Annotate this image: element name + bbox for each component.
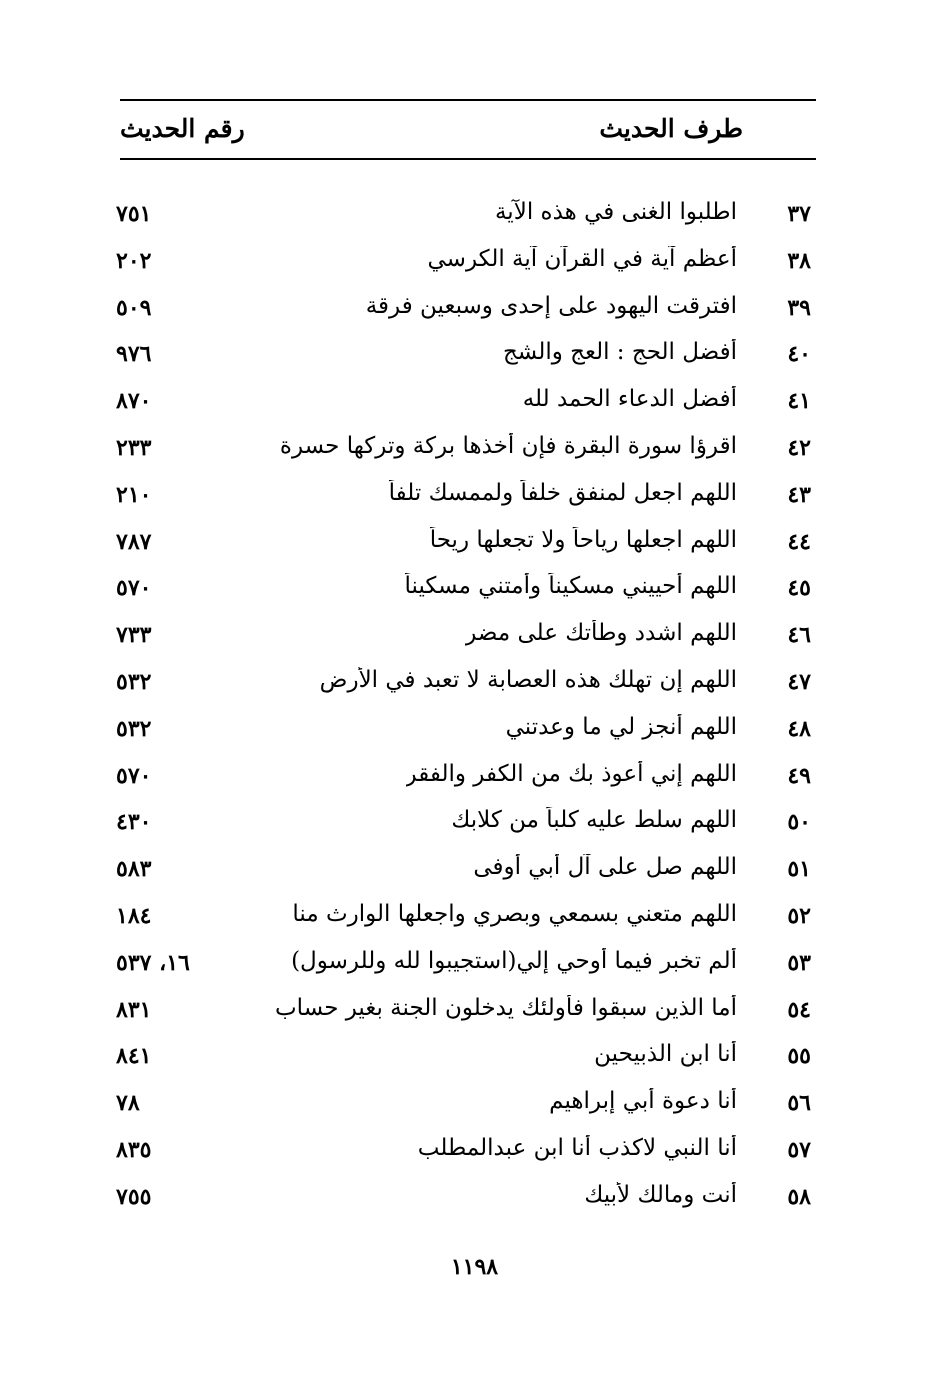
list-item	[0, 712, 949, 759]
entry-hadith-text: اللهم أحييني مسكيناً وأمتني مسكيناً	[404, 573, 737, 600]
list-item	[0, 525, 949, 572]
entry-hadith-text: اللهم اشدد وطأتك على مضر	[465, 620, 737, 647]
header-bottom-rule	[120, 158, 816, 160]
entry-hadith-text: اللهم اجعلها رياحاً ولا تجعلها ريحاً	[429, 526, 737, 553]
list-item	[0, 571, 949, 618]
entry-hadith-text: اللهم سلط عليه كلباً من كلابك	[451, 807, 737, 834]
entry-index: ٤٢	[787, 434, 811, 461]
list-item	[0, 1039, 949, 1086]
entry-index: ٤١	[787, 388, 811, 415]
entry-index: ٥٧	[787, 1136, 811, 1163]
entry-hadith-number: ٧٥٥	[116, 1183, 152, 1210]
list-item	[0, 337, 949, 384]
list-item	[0, 478, 949, 525]
list-item	[0, 946, 949, 993]
entry-index: ٣٧	[787, 201, 811, 227]
entry-hadith-text: اللهم متعني بسمعي وبصري واجعلها الوارث منا	[292, 900, 737, 927]
list-item	[0, 384, 949, 431]
index-list	[0, 197, 949, 1227]
entry-hadith-text: أنا النبي لاكذب أنا ابن عبدالمطلب	[417, 1134, 737, 1161]
entry-hadith-text: افترقت اليهود على إحدى وسبعين فرقة	[365, 292, 737, 319]
entry-index: ٤٥	[787, 575, 811, 602]
entry-index: ٤٠	[787, 341, 811, 368]
entry-index: ٣٩	[787, 294, 811, 321]
list-item	[0, 899, 949, 946]
entry-hadith-number: ٩٧٦	[116, 341, 152, 368]
entry-index: ٤٤	[787, 528, 811, 555]
entry-hadith-text: اقرؤا سورة البقرة فإن أخذها بركة وتركها حسرة	[279, 432, 737, 459]
list-item	[0, 291, 949, 338]
entry-hadith-text: اللهم اجعل لمنفق خلفاً ولممسك تلفاً	[388, 479, 737, 506]
entry-hadith-text: اللهم إني أعوذ بك من الكفر والفقر	[405, 760, 737, 787]
entry-hadith-number: ٧٨٧	[116, 528, 152, 555]
entry-hadith-text: أنا دعوة أبي إبراهيم	[549, 1088, 737, 1115]
list-item	[0, 1133, 949, 1180]
entry-hadith-text: ألم تخبر فيما أوحي إلي(استجيبوا لله وللرسول)	[291, 947, 737, 974]
list-item	[0, 431, 949, 478]
list-item	[0, 759, 949, 806]
entry-hadith-text: اطلبوا الغنى في هذه الآية	[494, 199, 737, 225]
entry-hadith-number: ٢٠٢	[116, 247, 152, 274]
entry-hadith-number: ٤٣٠	[116, 809, 152, 836]
entry-hadith-number: ٨٤١	[116, 1043, 152, 1070]
entry-hadith-number: ٧٥١	[116, 201, 152, 227]
entry-hadith-number: ٥٨٣	[116, 856, 152, 883]
entry-hadith-text: اللهم صل على آل أبي أوفى	[473, 854, 737, 881]
entry-index: ٤٧	[787, 668, 811, 695]
entry-index: ٥٣	[787, 949, 811, 976]
entry-index: ٤٦	[787, 622, 811, 649]
entry-index: ٥٠	[787, 809, 811, 836]
entry-hadith-number: ٨٣١	[116, 996, 152, 1023]
entry-hadith-text: أفضل الحج : العج والشج	[502, 339, 737, 366]
entry-hadith-number: ٥٧٠	[116, 575, 152, 602]
list-item	[0, 244, 949, 291]
page-number: ١١٩٨	[450, 1254, 499, 1280]
entry-hadith-number: ٨٧٠	[116, 388, 152, 415]
entry-hadith-number: ٥٣٢	[116, 715, 152, 742]
entry-index: ٤٣	[787, 481, 811, 508]
entry-index: ٥١	[787, 856, 811, 883]
entry-hadith-text: أنت ومالك لأبيك	[584, 1181, 737, 1208]
list-item	[0, 618, 949, 665]
entry-index: ٥٦	[787, 1090, 811, 1117]
list-item	[0, 665, 949, 712]
list-item	[0, 852, 949, 899]
entry-index: ٥٥	[787, 1043, 811, 1070]
entry-hadith-number: ٢١٠	[116, 481, 152, 508]
entry-hadith-text: أعظم آية في القرآن آية الكرسي	[427, 245, 737, 272]
entry-hadith-text: أما الذين سبقوا فأولئك يدخلون الجنة بغير حساب	[275, 994, 737, 1021]
entry-index: ٥٤	[787, 996, 811, 1023]
entry-hadith-number: ٥٧٠	[116, 762, 152, 789]
entry-hadith-number: ١٦، ٥٣٧	[116, 949, 190, 976]
entry-hadith-number: ٨٣٥	[116, 1136, 152, 1163]
column-header-hadith-number: رقم الحديث	[120, 114, 245, 143]
entry-index: ٥٨	[787, 1183, 811, 1210]
list-item	[0, 197, 949, 244]
entry-hadith-number: ٥٠٩	[116, 294, 152, 321]
entry-hadith-text: اللهم أنجز لي ما وعدتني	[505, 713, 737, 740]
entry-hadith-text: اللهم إن تهلك هذه العصابة لا تعبد في الأرض	[319, 666, 737, 693]
entry-index: ٤٨	[787, 715, 811, 742]
entry-index: ٣٨	[787, 247, 811, 274]
entry-hadith-number: ٧٨	[116, 1090, 140, 1117]
list-item	[0, 1180, 949, 1227]
entry-hadith-number: ٧٣٣	[116, 622, 152, 649]
header-top-rule	[120, 99, 816, 101]
entry-hadith-text: أنا ابن الذبيحين	[594, 1041, 737, 1068]
list-item	[0, 1086, 949, 1133]
entry-index: ٥٢	[787, 902, 811, 929]
list-item	[0, 993, 949, 1040]
entry-hadith-number: ٢٣٣	[116, 434, 152, 461]
entry-hadith-number: ١٨٤	[116, 902, 152, 929]
list-item	[0, 805, 949, 852]
column-header-hadith-text: طرف الحديث	[599, 114, 743, 143]
entry-hadith-text: أفضل الدعاء الحمد لله	[522, 386, 737, 413]
entry-index: ٤٩	[787, 762, 811, 789]
entry-hadith-number: ٥٣٢	[116, 668, 152, 695]
